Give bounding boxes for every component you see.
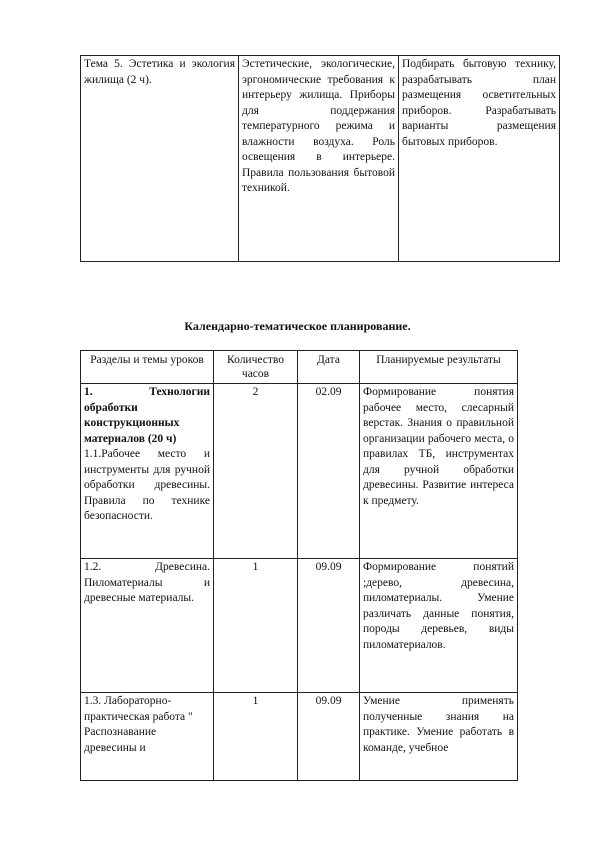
hours-cell: 1 (214, 693, 298, 781)
date-cell: 09.09 (298, 559, 360, 693)
date-cell: 09.09 (298, 693, 360, 781)
topic-cell (81, 559, 214, 693)
result-cell: Формирование понятия рабочее место, слесарный верстак. Знания о правильной организации рабочего места, о правилах ТБ, инструментах для ручной обработки древесины. Развитие интереса к предмету. (360, 384, 518, 559)
calendar-table (80, 350, 518, 781)
calendar-title: Календарно-тематическое планирование. (184, 319, 411, 333)
lesson-topic: 1.1.Рабочее место и инструменты для ручной обработки древесины. Правила по технике безопасности. (84, 448, 210, 522)
hours-cell: 1 (214, 559, 298, 693)
table-row (81, 56, 560, 262)
result-cell: Умение применять полученные знания на практике. Умение работать в команде, учебное (360, 693, 518, 781)
activity-cell: Подбирать бытовую технику, разрабатывать план размещения осветительных приборов. Разрабатывать варианты размещения бытовых приборов. (399, 56, 560, 262)
header-hours: Количество часов (214, 351, 298, 384)
date-cell: 02.09 (298, 384, 360, 559)
header-date: Дата (298, 351, 360, 384)
content-cell: Эстетические, экологические, эргономические требования к интерьеру жилища. Приборы для поддержания температурного режима и влажности воздуха. Роль освещения в интерьере. Правила пользования бытовой техникой. (239, 56, 399, 262)
header-results: Планируемые результаты (360, 351, 518, 384)
section-title: 1. Технологии обработки конструкционных материалов (20 ч) (84, 386, 210, 445)
topic-table (80, 55, 560, 262)
table-row (81, 384, 518, 559)
topic-cell: Тема 5. Эстетика и экология жилища (2 ч). (81, 56, 239, 262)
lesson-topic: 1.2. Древесина. Пиломатериалы и древесные материалы. (84, 561, 210, 604)
result-cell: Формирование понятий ;дерево, древесина, пиломатериалы. Умение различать данные понятия, породы деревьев, виды пиломатериалов. (360, 559, 518, 693)
table-row (81, 693, 518, 781)
topic-cell (81, 384, 214, 559)
header-sections: Разделы и темы уроков (81, 351, 214, 384)
topic-cell (81, 693, 214, 781)
table-row (81, 559, 518, 693)
header-row (81, 351, 518, 384)
lesson-topic: 1.3. Лабораторно-практическая работа " Распознавание древесины и (84, 695, 193, 754)
hours-cell: 2 (214, 384, 298, 559)
